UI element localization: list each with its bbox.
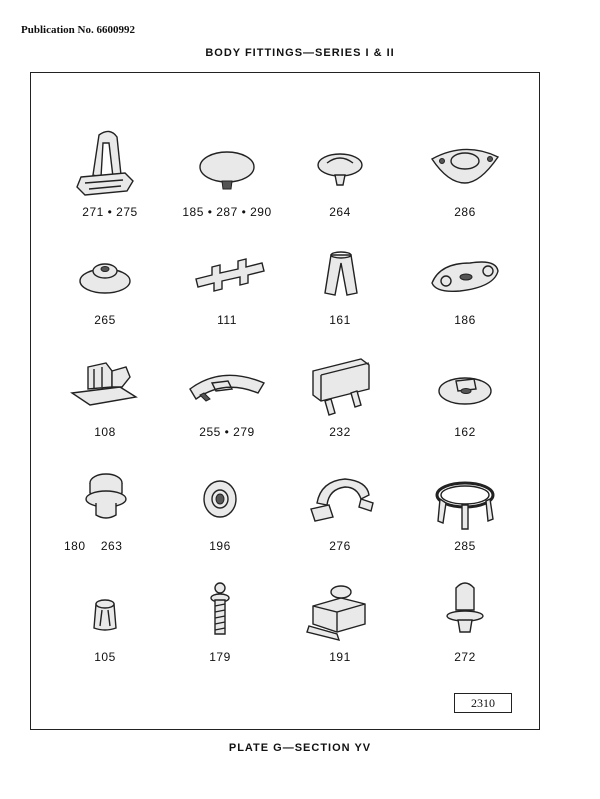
rubber-grommet-icon (165, 459, 275, 539)
part-label: 255 • 279 (199, 425, 255, 439)
button-cap-icon (172, 125, 282, 205)
bracket-clip-icon (50, 345, 160, 425)
part-label: 179 (209, 650, 231, 664)
part-label: 162 (454, 425, 476, 439)
part-286 (410, 125, 520, 235)
part-265 (50, 233, 160, 343)
publication-number: Publication No. 6600992 (21, 24, 135, 36)
part-label: 186 (454, 313, 476, 327)
cage-nut-icon (285, 570, 395, 650)
part-264 (285, 125, 395, 235)
part-label: 185 • 287 • 290 (182, 205, 272, 219)
part-108 (50, 345, 160, 455)
bush-icon (50, 459, 160, 539)
plate-caption: PLATE G—SECTION YV (228, 742, 372, 754)
spring-clip-icon (172, 233, 282, 313)
part-label: 285 (454, 539, 476, 553)
part-label: 264 (329, 205, 351, 219)
part-186 (410, 233, 520, 343)
part-162 (410, 345, 520, 455)
part-191 (285, 570, 395, 680)
clip-icon (55, 125, 165, 205)
part-label: 272 (454, 650, 476, 664)
part-label: 265 (94, 313, 116, 327)
part-179 (165, 570, 275, 680)
split-sleeve-icon (285, 233, 395, 313)
part-label: 180 263 (64, 539, 123, 553)
retainer-ring-icon (410, 459, 520, 539)
part-111 (172, 233, 282, 343)
part-label: 286 (454, 205, 476, 219)
part-label: 108 (94, 425, 116, 439)
part-196 (165, 459, 275, 569)
part-276 (285, 459, 395, 569)
curved-clip-icon (172, 345, 282, 425)
stud-cap-icon (285, 125, 395, 205)
stud-icon (165, 570, 275, 650)
part-label: 161 (329, 313, 351, 327)
grommet-icon (50, 233, 160, 313)
part-label: 276 (329, 539, 351, 553)
plug-icon (50, 570, 160, 650)
part-271-275 (55, 125, 165, 235)
part-161 (285, 233, 395, 343)
push-rivet-icon (410, 570, 520, 650)
part-label: 271 • 275 (82, 205, 138, 219)
page-title: BODY FITTINGS—SERIES I & II (205, 47, 395, 59)
flanged-grommet-icon (410, 125, 520, 205)
part-272 (410, 570, 520, 680)
part-285 (410, 459, 520, 569)
part-180-263 (50, 459, 160, 569)
part-label: 191 (329, 650, 351, 664)
part-105 (50, 570, 160, 680)
part-label: 105 (94, 650, 116, 664)
part-255-279 (172, 345, 282, 455)
part-label: 232 (329, 425, 351, 439)
part-label: 111 (217, 313, 237, 327)
hose-clip-icon (285, 459, 395, 539)
part-label: 196 (209, 539, 231, 553)
part-232 (285, 345, 395, 455)
eyelet-plate-icon (410, 233, 520, 313)
plate-number-box: 2310 (454, 693, 512, 713)
part-185-287-290 (172, 125, 282, 235)
washer-clip-icon (410, 345, 520, 425)
channel-clip-icon (285, 345, 395, 425)
